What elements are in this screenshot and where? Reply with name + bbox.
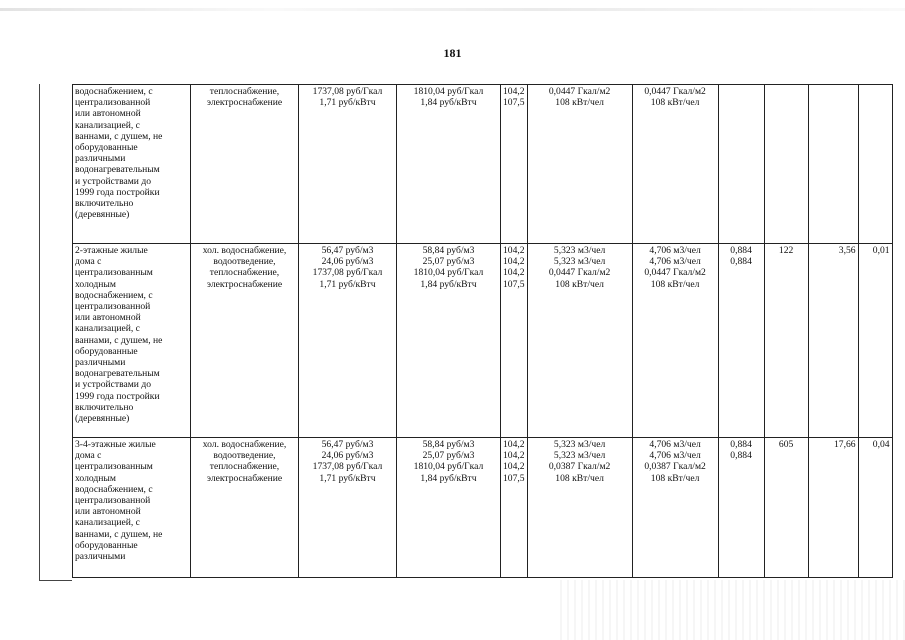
cell-tariff-old — [299, 85, 397, 244]
cell-line: 104,2 — [503, 245, 525, 256]
cell-housing-type — [73, 244, 191, 438]
cell-line: централизованной — [75, 97, 151, 109]
cell-line: включительно — [75, 401, 134, 413]
cell-line: 25,07 руб/м3 — [422, 256, 475, 268]
cell-line: 0,0447 Гкал/м2 — [644, 267, 706, 279]
cell-line: централизованной — [75, 495, 151, 507]
cell-line: водоснабжением, с — [75, 483, 153, 495]
cell-line: 5,323 м3/чел — [553, 256, 606, 268]
cell-line: 1,84 руб/кВтч — [420, 97, 477, 109]
cell-line: 104,2 — [503, 461, 525, 473]
tariff-table-body — [73, 85, 893, 578]
scan-noise-bottom — [560, 580, 905, 640]
cell-line: или автономной — [75, 506, 141, 518]
cell-line: 3-4-этажные жилые — [75, 439, 156, 450]
cell-line: хол. водоснабжение, — [202, 245, 287, 256]
cell-line: канализацией, с — [75, 323, 140, 335]
cell-line: (деревянные) — [75, 209, 130, 221]
cell-line: водонагревательным — [75, 368, 160, 380]
cell-line: водоснабжением, с — [75, 289, 153, 301]
cell-line: 1810,04 руб/Гкал — [413, 86, 484, 97]
cell-line: хол. водоснабжение, — [202, 439, 287, 450]
cell-line: 24,06 руб/м3 — [321, 256, 374, 268]
cell-line: различными — [75, 153, 126, 165]
cell-line: 1999 года постройки — [75, 390, 160, 402]
cell-count: 122 — [764, 244, 808, 438]
cell-tariff-old — [299, 244, 397, 438]
cell-line: 1,84 руб/кВтч — [420, 278, 477, 290]
table-row — [73, 85, 893, 244]
cell-index — [501, 85, 528, 244]
cell-line: или автономной — [75, 312, 141, 324]
cell-line: 24,06 руб/м3 — [321, 450, 374, 462]
cell-line: 5,323 м3/чел — [553, 439, 606, 450]
cell-norm-old — [527, 244, 632, 438]
tariff-table — [72, 84, 893, 578]
cell-line: водоотведение, — [213, 256, 276, 268]
cell-line: ваннами, с душем, не — [75, 334, 163, 346]
cell-coefficient — [718, 244, 764, 438]
cell-line: 1,84 руб/кВтч — [420, 472, 477, 484]
cell-line: 4,706 м3/чел — [649, 245, 701, 256]
cell-line: 0,884 — [730, 256, 752, 268]
cell-line: электроснабжение — [206, 472, 283, 484]
cell-line: различными — [75, 357, 126, 369]
cell-norm-new — [632, 244, 718, 438]
cell-tariff-new — [397, 438, 501, 578]
cell-line: канализацией, с — [75, 517, 140, 529]
cell-line: водонагревательным — [75, 164, 160, 176]
cell-coefficient — [718, 438, 764, 578]
cell-housing-type — [73, 438, 191, 578]
cell-tariff-old — [299, 438, 397, 578]
cell-line: холодным — [75, 278, 116, 290]
cell-line: централизованным — [75, 267, 153, 279]
cell-count — [764, 85, 808, 244]
cell-coefficient — [718, 85, 764, 244]
cell-line: 0,0447 Гкал/м2 — [548, 86, 611, 97]
bottom-left-rule — [39, 580, 72, 581]
cell-housing-type — [73, 85, 191, 244]
cell-line: включительно — [75, 198, 134, 210]
cell-services — [191, 438, 299, 578]
cell-line: теплоснабжение, — [209, 461, 280, 473]
cell-line: 1737,08 руб/Гкал — [312, 86, 383, 97]
cell-norm-old — [527, 438, 632, 578]
cell-line: централизованной — [75, 301, 151, 313]
cell-line: 104,2 — [503, 450, 525, 462]
cell-line: 108 кВт/чел — [555, 97, 604, 109]
cell-line: оборудованные — [75, 539, 138, 551]
cell-count: 605 — [764, 438, 808, 578]
cell-line: 107,5 — [503, 278, 525, 290]
cell-line: 108 кВт/чел — [650, 97, 700, 109]
cell-services — [191, 244, 299, 438]
outer-left-rule — [39, 84, 40, 580]
cell-line: 108 кВт/чел — [555, 472, 604, 484]
cell-line: 0,0447 Гкал/м2 — [548, 267, 611, 279]
cell-line: теплоснабжение, — [209, 86, 280, 97]
cell-line: 107,5 — [503, 97, 525, 109]
cell-line: 1999 года постройки — [75, 186, 160, 198]
cell-index — [501, 438, 528, 578]
table-row — [73, 438, 893, 578]
cell-line: 58,84 руб/м3 — [422, 245, 475, 256]
cell-line: 1737,08 руб/Гкал — [312, 461, 383, 473]
cell-line: 104,2 — [503, 267, 525, 279]
cell-line: канализацией, с — [75, 119, 140, 131]
cell-line: 104,2 — [503, 86, 525, 97]
cell-norm-new — [632, 438, 718, 578]
cell-line: 0,0387 Гкал/м2 — [644, 461, 706, 473]
cell-line: теплоснабжение, — [209, 267, 280, 279]
cell-line: различными — [75, 551, 126, 563]
table-row — [73, 244, 893, 438]
cell-line: 56,47 руб/м3 — [321, 439, 374, 450]
cell-line: водоотведение, — [213, 450, 276, 462]
cell-line: 58,84 руб/м3 — [422, 439, 475, 450]
page-number: 181 — [443, 46, 462, 60]
cell-line: 56,47 руб/м3 — [321, 245, 374, 256]
cell-line: 1737,08 руб/Гкал — [312, 267, 383, 279]
cell-line: водоснабжением, с — [75, 86, 153, 97]
cell-value: 3,56 — [808, 244, 858, 438]
cell-line: ваннами, с душем, не — [75, 528, 163, 540]
cell-line: 1,71 руб/кВтч — [319, 472, 376, 484]
cell-line: 2-этажные жилые — [75, 245, 148, 256]
cell-services — [191, 85, 299, 244]
cell-line: электроснабжение — [206, 97, 283, 109]
cell-value — [808, 85, 858, 244]
cell-line: 1,71 руб/кВтч — [319, 278, 376, 290]
cell-line: 25,07 руб/м3 — [422, 450, 475, 462]
cell-line: 0,884 — [730, 245, 752, 256]
cell-line: дома с — [75, 450, 102, 462]
cell-line: 0,884 — [730, 450, 752, 462]
cell-line: 107,5 — [503, 472, 525, 484]
cell-line: 5,323 м3/чел — [553, 450, 606, 462]
cell-line: 108 кВт/чел — [555, 278, 604, 290]
cell-share — [858, 85, 892, 244]
cell-norm-old — [527, 85, 632, 244]
cell-line: ваннами, с душем, не — [75, 130, 163, 142]
cell-line: 108 кВт/чел — [650, 278, 700, 290]
cell-line: централизованным — [75, 461, 153, 473]
cell-norm-new — [632, 85, 718, 244]
cell-line: оборудованные — [75, 345, 138, 357]
cell-line: (деревянные) — [75, 413, 130, 425]
cell-line: дома с — [75, 256, 102, 268]
cell-line: или автономной — [75, 108, 141, 120]
cell-tariff-new — [397, 244, 501, 438]
cell-line: холодным — [75, 472, 116, 484]
cell-line: электроснабжение — [206, 278, 283, 290]
cell-line: оборудованные — [75, 142, 138, 154]
cell-line: 1,71 руб/кВтч — [319, 97, 376, 109]
cell-line: 4,706 м3/чел — [649, 439, 701, 450]
cell-line: 104,2 — [503, 439, 525, 450]
cell-share: 0,04 — [858, 438, 892, 578]
cell-line: и устройствами до — [75, 379, 152, 391]
cell-line: 0,0447 Гкал/м2 — [644, 86, 706, 97]
cell-line: 5,323 м3/чел — [553, 245, 606, 256]
cell-line: 1810,04 руб/Гкал — [413, 267, 484, 279]
cell-share: 0,01 — [858, 244, 892, 438]
cell-line: и устройствами до — [75, 175, 152, 187]
scan-edge-top — [0, 8, 905, 11]
cell-tariff-new — [397, 85, 501, 244]
cell-value: 17,66 — [808, 438, 858, 578]
cell-line: 0,884 — [730, 439, 752, 450]
cell-line: 0,0387 Гкал/м2 — [548, 461, 611, 473]
cell-line: 4,706 м3/чел — [649, 256, 701, 268]
cell-line: 1810,04 руб/Гкал — [413, 461, 484, 473]
cell-line: 104,2 — [503, 256, 525, 268]
cell-line: 4,706 м3/чел — [649, 450, 701, 462]
cell-index — [501, 244, 528, 438]
cell-line: 108 кВт/чел — [650, 472, 700, 484]
